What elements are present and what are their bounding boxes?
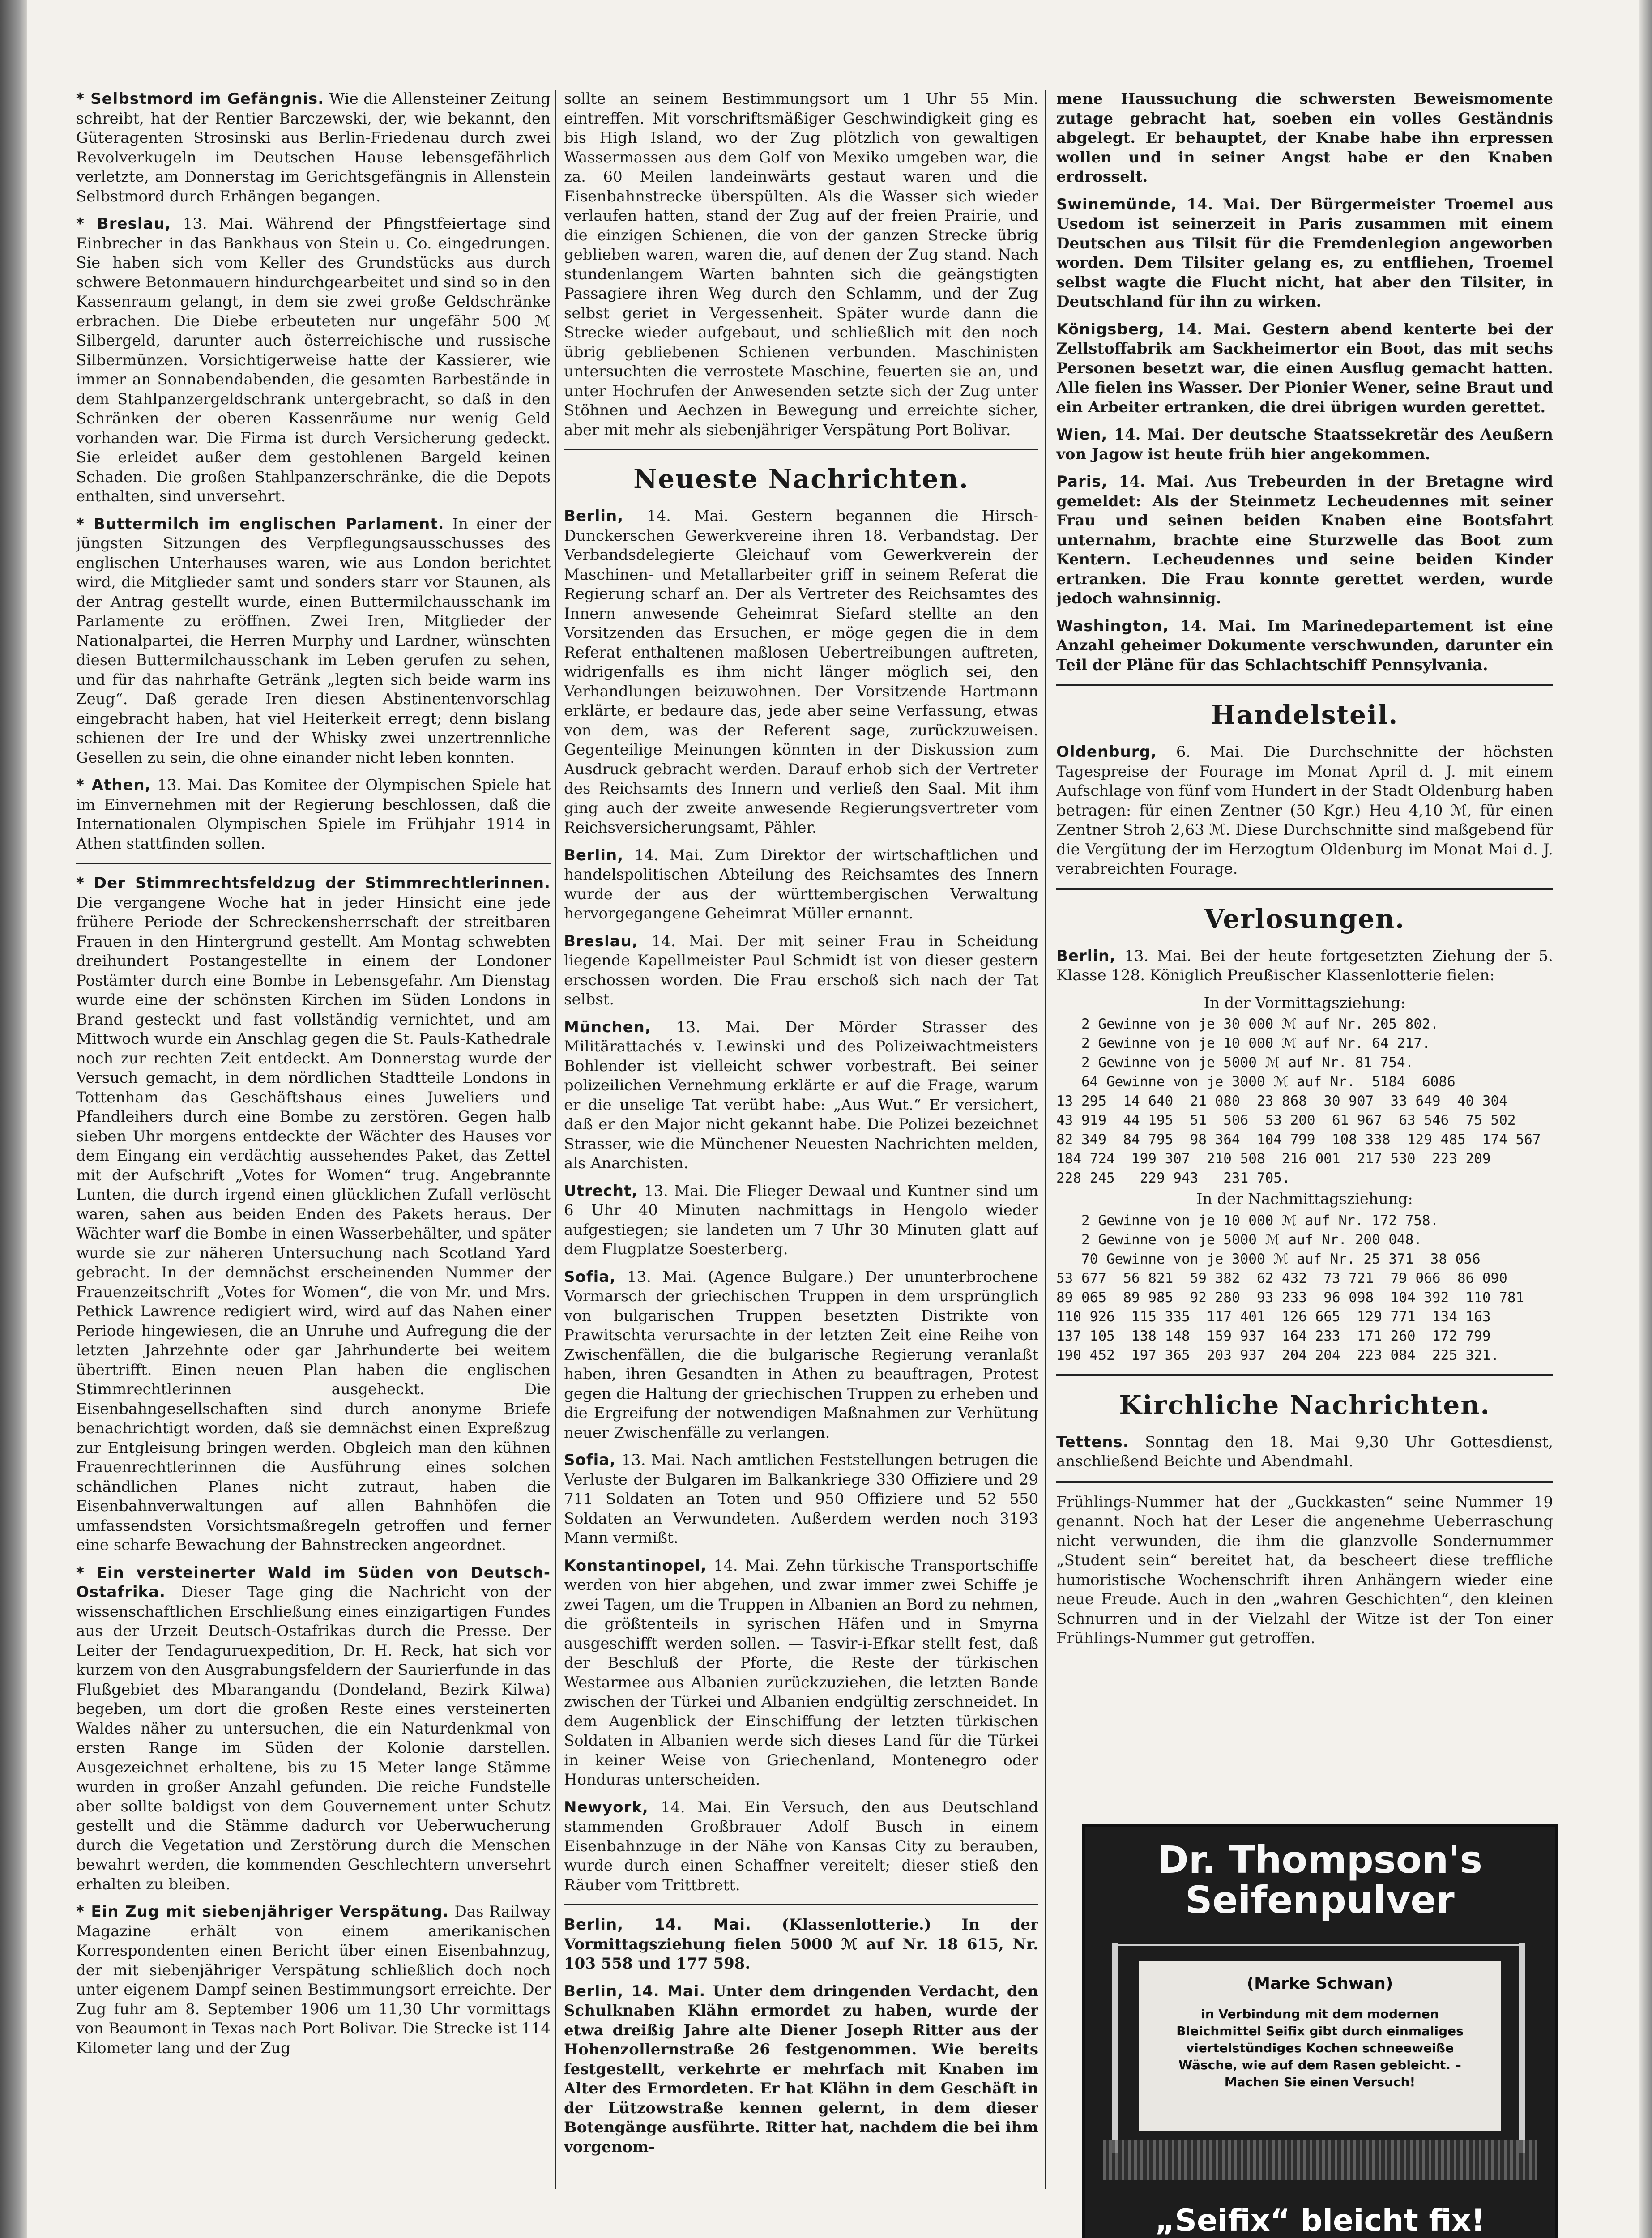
kirchliche-article: Tettens. Sonntag den 18. Mai 9,30 Uhr Gottesdienst, anschließend Beichte und Abendmahl. bbox=[1056, 1433, 1553, 1470]
article-text: Die vergangene Woche hat in jeder Hinsicht eine jede frühere Periode der Schreckensherrschaft der streitbaren Frauen in den Hintergrund gestellt. Am Montag schwebten dreihundert Postangestellte in einem der Londoner Postämter durch eine Bombe in Lebensgefahr. Am Dienstag wurde eine der schönsten Kirchen im Süden Londons in Brand gesteckt und fast vollständig vernichtet, und am Mittwoch wurde ein Anschlag gegen die St. Pauls-Kathedrale noch zur rechten Zeit entdeckt. Am Donnerstag wurde der Versuch gemacht, in dem nördlichen Stadtteile Londons in Tottenham das Geschäftshaus eines Juweliers und Pfandleihers durch eine Bombe zu zerstören. Gegen halb sieben Uhr morgens entdeckte der Wächter des Hauses vor dem Eingang ein verdächtig aussehendes Paket, das Zettel mit der Aufschrift „Votes for Women“ trug. Angebrannte Lunten, die durch irgend einen glücklichen Zufall verlöscht waren, sahen aus beiden Enden des Pakets heraus. Der Wächter warf die Bombe in einen Wasserbehälter, und später wurde sie zur näheren Untersuchung nach Scotland Yard gebracht. In der demnächst erscheinenden Nummer der Frauenzeitschrift „Votes for Women“, die von Mr. und Mrs. Pethick Lawrence redigiert wird, wird auf das Nahen einer Periode hingewiesen, die an Unruhe und Aufregung die der letzten Jahrzehnte oder gar Jahrhunderte bei weitem übertrifft. Einen neuen Plan haben die englischen Stimmrechtlerinnen ausgeheckt. Die Eisenbahngesellschaften sind durch anonyme Briefe benachrichtigt worden, daß sie demnächst einen Expreßzug zur Entgleisung bringen werden. Obgleich man den kühnen Frauenrechtlerinnen die Ausführung eines solchen schändlichen Planes nicht zutraut, haben die Eisenbahnverwaltungen auf allen Bahnhöfen die umfassendsten Vorsichtsmaßregeln getroffen und ferner eine scharfe Bewachung der Bahnstrecken angeordnet. bbox=[76, 893, 551, 1554]
article-text: 13. Mai. Die Flieger Dewaal und Kuntner sind um 6 Uhr 40 Minuten nachmittags in Hengolo wieder aufgestiegen; sie landeten um 7 Uhr 30 Minuten glatt auf dem Flugplatze Soesterberg. bbox=[564, 1182, 1038, 1258]
clothesline-pole-right bbox=[1519, 1943, 1525, 2153]
article-paragraph bbox=[564, 846, 1038, 924]
clothesline-pole-left bbox=[1112, 1943, 1118, 2153]
handel-heading: Handelsteil. bbox=[1211, 700, 1399, 730]
article-kicker: * Buttermilch im englischen Parlament. bbox=[76, 515, 444, 533]
handel-article: Oldenburg, 6. Mai. Die Durchschnitte der höchsten Tagespreise der Fourage im Monat April d. J. mit einem Aufschlage von fünf vom Hundert in der Stadt Oldenburg haben betragen: für einen Zentner (50 Kgr.) Heu 4,10 ℳ, für einen Zentner Stroh 2,63 ℳ. Diese Durchschnitte sind maßgebend für die Vergütung der im Herzogtum Oldenburg im Monat Mai d. J. verabreichten Fourage. bbox=[1056, 743, 1553, 878]
article-kicker: * Athen, bbox=[76, 776, 151, 794]
article-text: 14. Mai. Der mit seiner Frau in Scheidung liegende Kapellmeister Paul Schmidt ist von dieser gestern erschossen worden. Die Frau erschoß sich nach der Tat selbst. bbox=[564, 932, 1038, 1008]
article-kicker: * Selbstmord im Gefängnis. bbox=[76, 90, 324, 108]
article-text: Unter dem dringenden Verdacht, den Schulknaben Klähn ermordet zu haben, wurde der etwa dreißig Jahre alte Diener Joseph Ritter aus der Hohenzollernstraße 26 festgenommen. Wie bereits festgestellt, verkehrte er mehrfach mit Knaben im Alter des Ermordeten. Er hat Klähn in dem Geschäft in der Lützowstraße kennen gelernt, in dem dieser Botengänge ausführte. Ritter hat, nachdem die bei ihm vorgenom- bbox=[564, 1982, 1038, 2156]
lottery-result-line: 190 452 197 365 203 937 204 204 223 084 225 321. bbox=[1056, 1347, 1499, 1363]
article-paragraph bbox=[564, 1798, 1038, 1896]
lottery-result-line: 82 349 84 795 98 364 104 799 108 338 129 485 174 567 bbox=[1056, 1132, 1541, 1148]
guckkasten-notice: Frühlings-Nummer hat der „Guckkasten“ seine Nummer 19 genannt. Noch hat der Leser die angenehme Ueberraschung nicht verwunden, die ihm die glanzvolle Sondernummer „Student sein“ bereitet hat, da bescheert diese treffliche humoristische Wochenschrift ihren Anhängern wieder eine neue Freude. Auch in den „wahren Geschichten“, den kleinen Schnurren und in der Vielzahl der Witze ist der Ton einer Frühlings-Nummer gut getroffen. bbox=[1056, 1493, 1553, 1647]
column-rule-1 bbox=[555, 90, 556, 2189]
newspaper-page bbox=[31, 63, 1625, 2238]
article-kicker: Berlin, 14. Mai. bbox=[564, 1916, 751, 1934]
article-text: (Klassenlotterie.) In der Vormittagsziehung fielen 5000 ℳ auf Nr. 18 615, Nr. 103 558 und 177 598. bbox=[564, 1916, 1038, 1973]
ad-slogan: „Seifix“ bleicht fix! bbox=[1155, 2203, 1485, 2238]
section-rule bbox=[1056, 888, 1553, 890]
article-paragraph bbox=[76, 1563, 551, 1895]
section-rule bbox=[1056, 1481, 1553, 1483]
article-text: 14. Mai. Zehn türkische Transportschiffe werden von hier abgehen, und zwar immer zwei Schiffe je zwei Tagen, um die Truppen in Albanien an Bord zu nehmen, die größtenteils in syrischen Häfen und in Smyrna ausgeschifft werden sollen. — Tasvir-i-Efkar stellt fest, daß der Beschluß der Pforte, die Reste der türkischen Westarmee aus Albanien zurückzuziehen, die letzten Bande zwischen der Türkei und Albanien endgültig zerschneidet. In dem Augenblick der Einschiffung der letzten türkischen Soldaten in Albanien werde sich dieses Land für die Türkei in keiner Weise von Griechenland, Montenegro oder Honduras unterscheiden. bbox=[564, 1556, 1038, 1789]
lottery-result-line: 228 245 229 943 231 705. bbox=[1056, 1170, 1290, 1186]
article-kicker: Sofia, bbox=[564, 1451, 616, 1469]
article-text: sollte an seinem Bestimmungsort um 1 Uhr 55 Min. eintreffen. Mit vorschriftsmäßiger Geschwindigkeit ging es bis High Island, wo der Zug plötzlich von gewaltigen Wassermassen aus dem Golf von Mexiko umgeben war, die za. 60 Meilen landeinwärts gestaut waren und die Eisenbahnstrecke überspülten. Als die Wasser sich wieder verlaufen hatten, stand der Zug auf der freien Prairie, und die einzigen Schienen, die von der ganzen Strecke übrig geblieben waren, waren die, auf denen der Zug stand. Nach stundenlangem Warten bahnten sich die geängstigten Passagiere ihren Weg durch den Schlamm, und der Zug selbst geriet in Vergessenheit. Später wurde dann die Strecke wieder aufgebaut, und schließlich mit den noch übrig gebliebenen Schienen verbunden. Maschinisten untersuchten die verrostete Maschine, feuerten sie an, und unter Hochrufen der Anwesenden setzte sich der Zug unter Stöhnen und Aechzen in Bewegung und erreichte sicher, aber mit mehr als siebenjähriger Verspätung Port Bolivar. bbox=[564, 90, 1038, 439]
article-kicker: Breslau, bbox=[564, 932, 638, 950]
article-paragraph bbox=[564, 1182, 1038, 1260]
seifix-advertisement bbox=[1082, 1824, 1558, 2238]
ad-grass-illustration bbox=[1103, 2140, 1537, 2180]
article-text: 14. Mai. Ein Versuch, den aus Deutschland stammenden Großbrauer Adolf Busch in einem Eisenbahnzuge in der Nähe von Kansas City zu berauben, wurde durch einen Schaffner vereitelt; dieser stieß den Räuber vom Trittbrett. bbox=[564, 1798, 1038, 1894]
lottery-result-line: 89 065 89 985 92 280 93 233 96 098 104 392 110 781 bbox=[1056, 1289, 1524, 1306]
article-text: 14. Mai. Der deutsche Staatssekretär des Aeußern von Jagow ist heute früh hier angekommen. bbox=[1056, 426, 1553, 463]
article-paragraph bbox=[564, 932, 1038, 1010]
article-paragraph bbox=[564, 1451, 1038, 1548]
lottery-result-line: 2 Gewinne von je 10 000 ℳ auf Nr. 172 758. bbox=[1056, 1212, 1439, 1229]
article-kicker: * Der Stimmrechtsfeldzug der Stimmrechtlerinnen. bbox=[76, 874, 551, 892]
article-paragraph bbox=[76, 1902, 551, 2058]
article-text: 14. Mai. Der Bürgermeister Troemel aus Usedom ist seinerzeit in Paris zusammen mit einem Deutschen aus Tilsit für die Fremdenlegion angeworben worden. Dem Tilsiter gelang es, zu entfliehen, Troemel selbst wagte die Flucht nicht, hat aber den Tilsiter, in Deutschland für ihn zu wirken. bbox=[1056, 195, 1553, 311]
article-text: In einer der jüngsten Sitzungen des Verpflegungsausschusses des englischen Unterhauses waren, wie aus London berichtet wird, die Mitglieder samt und sonders starr vor Staunen, als der Antrag gestellt wurde, einen Buttermilchausschank im Parlamente zu eröffnen. Zwei Iren, Mitglieder der Nationalpartei, die Herren Murphy und Lardner, wünschten diesen Buttermilchausschank im Leben gerufen zu sehen, und für das nahrhafte Getränk „legten sich beide warm ins Zeug“. Daß gerade Iren diesen Abstinentenvorschlag eingebracht haben, hat viel Heiterkeit erregt; denn bislang schienen der Ire und der Whisky zwei unzertrennliche Gesellen zu sein, die ohne einander nicht leben konnten. bbox=[76, 515, 551, 767]
article-kicker: Sofia, bbox=[564, 1268, 616, 1286]
ad-title-line-1: Dr. Thompson's bbox=[1157, 1838, 1483, 1882]
section-rule bbox=[1056, 1374, 1553, 1376]
lottery-result-line: 43 919 44 195 51 506 53 200 61 967 63 546 75 502 bbox=[1056, 1112, 1516, 1128]
article-paragraph bbox=[1056, 617, 1553, 675]
article-text: 14. Mai. Gestern abend kenterte bei der Zellstoffabrik am Sackheimertor ein Boot, das mit sechs Personen besetzt war, die einen Ausflug gemacht hatten. Alle fielen ins Wasser. Der Pionier Wener, seine Braut und ein Arbeiter ertranken, die drei übrigen wurden gerettet. bbox=[1056, 320, 1553, 416]
article-rule bbox=[564, 1904, 1038, 1905]
column-2 bbox=[564, 90, 1038, 2193]
article-kicker: Newyork, bbox=[564, 1798, 649, 1816]
article-kicker: Berlin, bbox=[564, 507, 624, 525]
scan-edge-left bbox=[0, 0, 27, 2238]
article-text: mene Haussuchung die schwersten Beweismomente zutage gebracht hat, soeben ein volles Geständnis abgelegt. Er behauptet, der Knabe habe ihn erpressen wollen und in seiner Angst habe er den Knaben erdrosselt. bbox=[1056, 90, 1553, 186]
article-kicker: * Ein Zug mit siebenjähriger Verspätung. bbox=[76, 1903, 449, 1921]
lottery-result-line: 2 Gewinne von je 30 000 ℳ auf Nr. 205 802. bbox=[1056, 1016, 1439, 1032]
article-text: 14. Mai. Im Marinedepartement ist eine Anzahl geheimer Dokumente verschwunden, darunter ein Teil der Pläne für das Schlachtschiff Pennsylvania. bbox=[1056, 617, 1553, 674]
article-kicker: Berlin, bbox=[564, 846, 624, 864]
article-kicker: Königsberg, bbox=[1056, 320, 1165, 338]
column-1 bbox=[76, 90, 551, 2193]
lottery-result-line: 2 Gewinne von je 5000 ℳ auf Nr. 81 754. bbox=[1056, 1055, 1414, 1071]
article-text: 14. Mai. Gestern begannen die Hirsch-Dunckerschen Gewerkvereine ihren 18. Verbandstag. Der Verbandsdelegierte Gleichauf vom Gewerkverein der Maschinen- und Metallarbeiter griff in seinem Referat die Regierung scharf an. Der als Vertreter des Reichsamtes des Innern anwesende Geheimrat Siefard stellte an den Vorsitzenden das Ersuchen, er möge gegen die in dem Referat enthaltenen maßlosen Uebertreibungen auftreten, widrigenfalls es ihm nicht länger möglich sei, den Verhandlungen beizuwohnen. Der Vorsitzende Hartmann erklärte, er bedaure das, jede aber seine Verfassung, etwas von dem, was der Referent sage, zurückzuweisen. Gegenteilige Meinungen könnten in der Diskussion zum Ausdruck gebracht werden. Darauf erhob sich der Vertreter des Reichsamts des Innern und verließ den Saal. Mit ihm ging auch der zweite anwesende Regierungsvertreter vom Reichsversicherungsamt, Pähler. bbox=[564, 507, 1038, 837]
article-kicker: Konstantinopel, bbox=[564, 1556, 707, 1575]
article-paragraph bbox=[76, 776, 551, 854]
article-kicker: Utrecht, bbox=[564, 1182, 638, 1200]
article-kicker: * Ein versteinerter Wald im Süden von Deutsch-Ostafrika. bbox=[76, 1563, 551, 1601]
article-kicker: Berlin, 14. Mai. bbox=[564, 1982, 706, 2000]
article-kicker: Wien, bbox=[1056, 426, 1108, 444]
kirchliche-heading: Kirchliche Nachrichten. bbox=[1119, 1389, 1490, 1420]
article-kicker: München, bbox=[564, 1018, 651, 1036]
article-rule bbox=[76, 863, 551, 864]
ad-title-line-2: Seifenpulver bbox=[1185, 1878, 1455, 1922]
article-kicker: Washington, bbox=[1056, 617, 1169, 635]
lottery-result-line: 137 105 138 148 159 937 164 233 171 260 172 799 bbox=[1056, 1328, 1491, 1344]
lottery-result-line: 53 677 56 821 59 382 62 432 73 721 79 066 86 090 bbox=[1056, 1270, 1507, 1286]
article-paragraph bbox=[564, 1268, 1038, 1443]
lottery-result-line: 2 Gewinne von je 10 000 ℳ auf Nr. 64 217. bbox=[1056, 1035, 1430, 1051]
article-text: 13. Mai. Das Komitee der Olympischen Spiele hat im Einvernehmen mit der Regierung beschlossen, daß die Internationalen Olympischen Spiele im Frühjahr 1914 in Athen stattfinden sollen. bbox=[76, 776, 551, 853]
article-paragraph bbox=[1056, 472, 1553, 609]
ad-brand-mark: (Marke Schwan) bbox=[1246, 1974, 1393, 1993]
article-text: 13. Mai. Während der Pfingstfeiertage sind Einbrecher in das Bankhaus von Stein u. Co. eingedrungen. Sie haben sich vom Keller des Grundstücks aus durch schwere Betonmauern hindurchgearbeitet und sind so in den Kassenraum gelangt, in dem sie zwei große Geldschränke erbrachen. Die Diebe erbeuteten nur ungefähr 500 ℳ Silbergeld, darunter auch österreichische und russische Silbermünzen. Vorsichtigerweise hatte der Kassierer, wie immer an Sonnabendabenden, die gesamten Barbestände in dem Stahlpanzergeldschrank untergebracht, so daß in den Schränken der oberen Kassenräume nur wenig Geld vorhanden war. Die Firma ist durch Versicherung gedeckt. Sie erleidet außer dem gestohlenen Bargeld keinen Schaden. Die großen Stahlpanzerschränke, die die Depots enthalten, sind unversehrt. bbox=[76, 215, 551, 505]
article-kicker: Paris, bbox=[1056, 473, 1108, 491]
scan-edge-right bbox=[1639, 0, 1652, 2238]
article-paragraph bbox=[1056, 90, 1553, 187]
lottery-result-line: 184 724 199 307 210 508 216 001 217 530 223 209 bbox=[1056, 1151, 1491, 1167]
lottery-result-line: 110 926 115 335 117 401 126 665 129 771 134 163 bbox=[1056, 1308, 1491, 1325]
lottery-result-line: 64 Gewinne von je 3000 ℳ auf Nr. 5184 6086 bbox=[1056, 1074, 1456, 1090]
article-paragraph bbox=[564, 507, 1038, 838]
article-text: 13. Mai. (Agence Bulgare.) Der ununterbrochene Vormarsch der griechischen Truppen in dem ursprünglich von bulgarischen Truppen besetzten Distrikte von Prawitschta verursachte in der letzten Zeit eine Reihe von Zwischenfällen, die die bulgarische Regierung veranlaßt haben, ihren Gesandten in Athen zu beauftragen, Protest gegen die Haltung der griechischen Truppen zu erheben und die Ergreifung der notwendigen Maßnahmen zur Verhütung neuer Zwischenfälle zu verlangen. bbox=[564, 1268, 1038, 1442]
article-paragraph bbox=[76, 515, 551, 768]
section-rule bbox=[1056, 684, 1553, 686]
article-paragraph bbox=[1056, 425, 1553, 464]
article-paragraph bbox=[564, 1018, 1038, 1174]
ad-description: in Verbindung mit dem modernen Bleichmittel Seifix gibt durch einmaliges viertelstündiges Kochen schneeweiße Wäsche, wie auf dem Rasen gebleicht. – Machen Sie einen Versuch! bbox=[1176, 2007, 1464, 2089]
verlosungen-heading: Verlosungen. bbox=[1204, 903, 1405, 934]
article-paragraph bbox=[76, 214, 551, 507]
column-3 bbox=[1056, 90, 1553, 1777]
nachmittag-heading: In der Nachmittagsziehung: bbox=[1196, 1190, 1413, 1208]
article-paragraph bbox=[564, 1556, 1038, 1790]
column-rule-2 bbox=[1045, 90, 1046, 2189]
article-paragraph bbox=[76, 874, 551, 1555]
lottery-result-line: 13 295 14 640 21 080 23 868 30 907 33 649 40 304 bbox=[1056, 1093, 1507, 1109]
article-kicker: Swinemünde, bbox=[1056, 195, 1177, 214]
lottery-result-line: 2 Gewinne von je 5000 ℳ auf Nr. 200 048. bbox=[1056, 1231, 1422, 1248]
laundry-sheet-panel bbox=[1139, 1961, 1501, 2131]
article-text: Das Railway Magazine erhält von einem amerikanischen Korrespondenten einen Bericht über einen Eisenbahnzug, der mit siebenjähriger Verspätung schließlich doch noch unter eigenem Dampf seinen Bestimmungsort erreichte. Der Zug fuhr am 8. September 1906 um 11,30 Uhr vormittags von Beaumont in Texas nach Port Bolivar. Die Strecke ist 114 Kilometer lang und der Zug bbox=[76, 1903, 551, 2057]
article-paragraph bbox=[564, 1915, 1038, 1974]
article-paragraph bbox=[564, 1982, 1038, 2157]
article-kicker: * Breslau, bbox=[76, 215, 171, 233]
article-text: 14. Mai. Aus Trebeurden in der Bretagne wird gemeldet: Als der Steinmetz Lecheudennes mit seiner Frau und seinen beiden Knaben eine Bootsfahrt unternahm, brachte eine Sturzwelle das Boot zum Kentern. Lecheudennes und seine beiden Kinder ertranken. Die Frau konnte gerettet werden, wurde jedoch wahnsinnig. bbox=[1056, 473, 1553, 607]
article-paragraph bbox=[76, 90, 551, 206]
section-rule bbox=[564, 449, 1038, 450]
article-text: 13. Mai. Nach amtlichen Feststellungen betrugen die Verluste der Bulgaren im Balkankriege 330 Offiziere und 29 711 Soldaten an Toten und 950 Offiziere und 52 550 Soldaten an Verwundeten. Außerdem werden noch 3193 Mann vermißt. bbox=[564, 1451, 1038, 1547]
article-paragraph bbox=[1056, 320, 1553, 418]
article-paragraph bbox=[564, 90, 1038, 440]
vormittag-heading: In der Vormittagsziehung: bbox=[1204, 994, 1406, 1012]
clothesline bbox=[1112, 1944, 1525, 1946]
neueste-nachrichten-heading: Neueste Nachrichten. bbox=[633, 464, 969, 494]
article-text: Dieser Tage ging die Nachricht von der wissenschaftlichen Erschließung eines einzigartigen Fundes aus der Urzeit Deutsch-Ostafrikas durch die Presse. Der Leiter der Tendaguruexpedition, Dr. H. Reck, hat sich vor kurzem von den Ausgrabungsfeldern der Saurierfunde in das Flußgebiet des Mbarangandu (Dondeland, Bezirk Kilwa) begeben, um dort die großen Reste eines versteinerten Waldes näher zu untersuchen, die ein Naturdenkmal von ersten Range im Süden der Kolonie darstellen. Ausgezeichnet erhaltene, bis zu 15 Meter lange Stämme wurden in großer Anzahl gefunden. Die reiche Fundstelle aber sollte baldigst von dem Gouvernement unter Schutz gestellt und die Stämme dadurch vor Ueberwucherung durch die Vegetation und Zerstörung durch die Menschen bewahrt werden, die kommenden Geschlechtern unversehrt erhalten zu bleiben. bbox=[76, 1583, 551, 1893]
article-text: 14. Mai. Zum Direktor der wirtschaftlichen und handelspolitischen Abteilung des Reichsamtes des Innern wurde der aus der württembergischen Verwaltung hervorgegangene Geheimrat Müller ernannt. bbox=[564, 846, 1038, 923]
lottery-result-line: 70 Gewinne von je 3000 ℳ auf Nr. 25 371 38 056 bbox=[1056, 1251, 1481, 1267]
article-text: Wie die Allensteiner Zeitung schreibt, hat der Rentier Barczewski, der, wie bekannt, den Güteragenten Strosinski aus Berlin-Friedenau durch zwei Revolverkugeln im Deutschen Hause lebensgefährlich verletzte, am Donnerstag im Gerichtsgefängnis in Allenstein Selbstmord durch Erhängen begangen. bbox=[76, 90, 551, 205]
verlosungen-intro: Berlin, 13. Mai. Bei der heute fortgesetzten Ziehung der 5. Klasse 128. Königlich Preußischer Klassenlotterie fielen: bbox=[1056, 947, 1553, 984]
article-text: 13. Mai. Der Mörder Strasser des Militärattachés v. Lewinski und des Polizeiwachtmeisters Bohlender ist vielleicht schwer vorbestraft. Bei seiner polizeilichen Vernehmung erklärte er auf die Frage, warum er die unselige Tat verübt habe: „Aus Wut.“ Er versichert, daß er den Major nicht gekannt habe. Die Polizei bezeichnet Strasser, wie die Münchener Neuesten Nachrichten melden, als Anarchisten. bbox=[564, 1018, 1038, 1172]
article-paragraph bbox=[1056, 195, 1553, 312]
